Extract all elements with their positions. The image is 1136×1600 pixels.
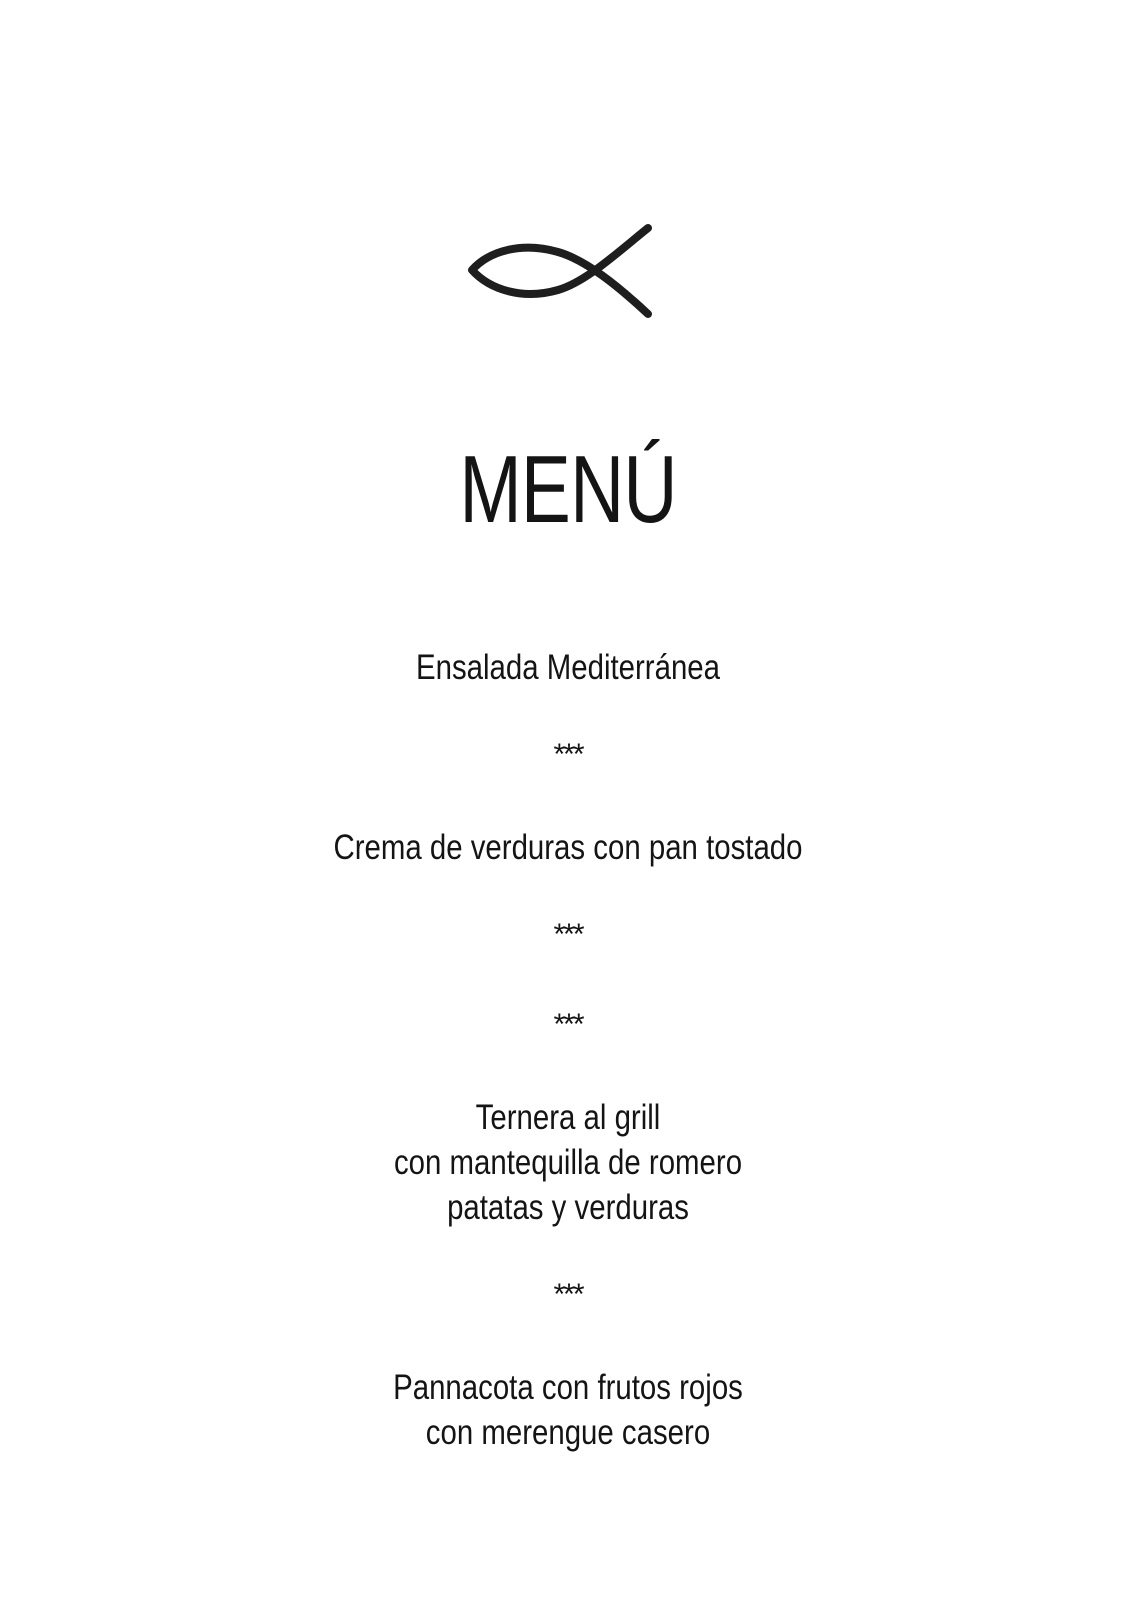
fish-icon	[468, 222, 668, 318]
separator-1: ***	[553, 738, 583, 771]
course-4-line-2: con merengue casero	[425, 1413, 711, 1452]
separator-3: ***	[553, 1008, 583, 1041]
course-3-line-1: Ternera al grill	[475, 1098, 661, 1137]
course-2-line-1: Crema de verduras con pan tostado	[333, 828, 803, 867]
course-3-line-2: con mantequilla de romero	[393, 1143, 743, 1182]
separator-4: ***	[553, 1278, 583, 1311]
course-4-line-1: Pannacota con frutos rojos	[393, 1368, 743, 1407]
separator-2: ***	[553, 918, 583, 951]
menu-title: MENÚ	[459, 436, 677, 543]
course-1-line-1: Ensalada Mediterránea	[415, 648, 721, 687]
course-3-line-3: patatas y verduras	[447, 1188, 689, 1227]
